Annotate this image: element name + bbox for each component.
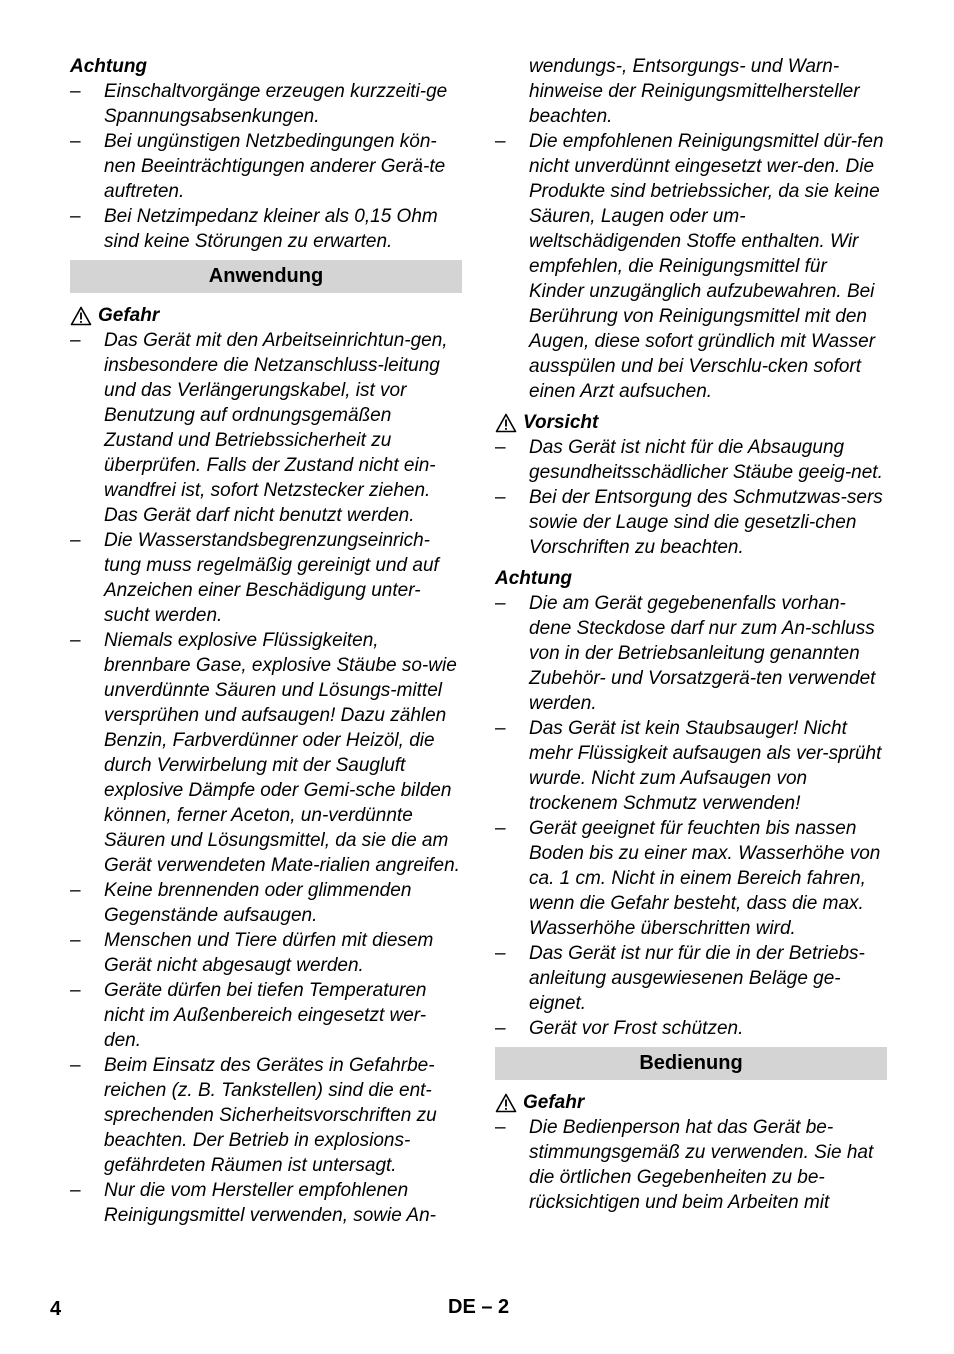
gefahr-item-text: Das Gerät mit den Arbeitseinrichtun-gen, insbesondere die Netzanschluss-leitung und das Verlängerungskabel, ist vor Benutzung auf ordnungsgemäßen Zustand und Betriebssicherheit zu überprüfen. Falls der Zustand nicht ein-wandfrei ist, sofort Netzstecker ziehen. Das Gerät darf nicht benutzt werden.: [104, 330, 448, 526]
achtung-right-item: [495, 591, 887, 716]
achtung-right-item-text: Gerät geeignet für feuchten bis nassen Boden bis zu einer max. Wasserhöhe von ca. 1 cm. Nicht in einem Bereich fahren, wenn die Gefahr besteht, dass die max. Wasserhöhe überschritten wird.: [529, 818, 881, 939]
achtung-heading: Achtung: [70, 56, 148, 77]
warning-triangle-icon: [495, 413, 517, 433]
achtung-item: [70, 79, 462, 129]
achtung-heading-right: Achtung: [495, 568, 573, 589]
list-dash: –: [495, 593, 506, 614]
list-dash: –: [70, 930, 81, 951]
gefahr-right-item: [495, 1115, 887, 1215]
gefahr-item-text: Geräte dürfen bei tiefen Temperaturen nicht im Außenbereich eingesetzt wer-den.: [104, 980, 427, 1051]
achtung-right-item: [495, 941, 887, 1016]
achtung-right-item-text: Das Gerät ist nur für die in der Betriebs-anleitung ausgewiesenen Beläge ge-eignet.: [529, 943, 865, 1014]
achtung-right-item: [495, 1016, 887, 1041]
vorsicht-item: [495, 435, 887, 485]
gefahr-item: [70, 1178, 462, 1228]
list-dash: –: [495, 487, 506, 508]
list-dash: –: [495, 437, 506, 458]
warning-triangle-icon: [70, 306, 92, 326]
achtung-item-text: Bei Netzimpedanz kleiner als 0,15 Ohm sind keine Störungen zu erwarten.: [104, 206, 438, 252]
right-column: [495, 54, 887, 1215]
list-dash: –: [70, 330, 81, 351]
gefahr-item: [70, 1053, 462, 1178]
vorsicht-item-text: Das Gerät ist nicht für die Absaugung gesundheitsschädlicher Stäube geeig-net.: [529, 437, 883, 483]
gefahr-item: [70, 978, 462, 1053]
list-dash: –: [495, 1117, 506, 1138]
list-dash: –: [70, 880, 81, 901]
list-dash: –: [70, 980, 81, 1001]
section-heading-bedienung: Bedienung: [495, 1047, 887, 1080]
page-number: 4: [50, 1298, 62, 1320]
vorsicht-item: [495, 485, 887, 560]
list-dash: –: [70, 530, 81, 551]
gefahr-item-text: Menschen und Tiere dürfen mit diesem Gerät nicht abgesaugt werden.: [104, 930, 434, 976]
vorsicht-item-text: Bei der Entsorgung des Schmutzwas-sers sowie der Lauge sind die gesetzli-chen Vorschriften zu beachten.: [529, 487, 883, 558]
list-dash: –: [495, 818, 506, 839]
list-dash: –: [70, 131, 81, 152]
gefahr-list-right: [495, 1115, 887, 1215]
cleaning-agent-item-text: Die empfohlenen Reinigungsmittel dür-fen nicht unverdünnt eingesetzt wer-den. Die Produkte sind betriebssicher, da sie keine Säuren, Laugen oder um-weltschädigenden Stoffe enthalten. Wir empfehlen, die Reinigungsmittel für Kinder unzugänglich aufzubewahren. Bei Berührung von Reinigungsmittel mit den Augen, diese sofort gründlich mit Wasser ausspülen und bei Verschlu-cken sofort einen Arzt aufsuchen.: [529, 131, 884, 402]
achtung-item-text: Einschaltvorgänge erzeugen kurzzeiti-ge Spannungsabsenkungen.: [104, 81, 448, 127]
warning-triangle-icon: [495, 1093, 517, 1113]
gefahr-item-text: Nur die vom Hersteller empfohlenen Reinigungsmittel verwenden, sowie An-: [104, 1180, 436, 1226]
list-dash: –: [495, 943, 506, 964]
achtung-list: [70, 79, 462, 254]
list-dash: –: [70, 1180, 81, 1201]
gefahr-item: [70, 928, 462, 978]
gefahr-item-text: Niemals explosive Flüssigkeiten, brennbare Gase, explosive Stäube so-wie unverdünnte Säuren und Lösungs-mittel versprühen und aufsaugen! Dazu zählen Benzin, Farbverdünner oder Heizöl, die durch Verwirbelung mit der Saugluft explosive Dämpfe oder Gemi-sche bilden können, ferner Aceton, un-verdünnte Säuren und Lösungsmittel, da sie die am Gerät verwendeten Mate-rialien angreifen.: [104, 630, 460, 876]
gefahr-right-item-text: Die Bedienperson hat das Gerät be-stimmungsgemäß zu verwenden. Sie hat die örtlichen Gegebenheiten zu be-rücksichtigen und beim Arbeiten mit: [529, 1117, 874, 1213]
achtung-right-item-text: Das Gerät ist kein Staubsauger! Nicht mehr Flüssigkeit aufsaugen als ver-sprüht wurde. Nicht zum Aufsaugen von trockenem Schmutz verwenden!: [529, 718, 882, 814]
gefahr-list: [70, 328, 462, 1228]
gefahr-heading-right: Gefahr: [523, 1092, 585, 1113]
achtung-item: [70, 129, 462, 204]
cleaning-agent-item: [495, 129, 887, 404]
vorsicht-heading: Vorsicht: [523, 412, 599, 433]
gefahr-heading: Gefahr: [98, 305, 160, 326]
achtung-right-item-text: Die am Gerät gegebenenfalls vorhan-dene Steckdose darf nur zum An-schluss von in der Betriebsanleitung genannten Zubehör- und Vorsatzgerä-ten verwendet werden.: [529, 593, 876, 714]
list-dash: –: [495, 718, 506, 739]
gefahr-item-text: Die Wasserstandsbegrenzungseinrich-tung muss regelmäßig gereinigt und auf Anzeichen einer Beschädigung unter-sucht werden.: [104, 530, 439, 626]
left-column: [70, 54, 462, 1228]
gefahr-item-text: Beim Einsatz des Gerätes in Gefahrbe-reichen (z. B. Tankstellen) sind die ent-sprechenden Sicherheitsvorschriften zu beachten. Der Betrieb in explosions-gefährdeten Räumen ist untersagt.: [104, 1055, 437, 1176]
list-dash: –: [70, 81, 81, 102]
achtung-item: [70, 204, 462, 254]
achtung-right-item: [495, 716, 887, 816]
list-dash: –: [70, 630, 81, 651]
vorsicht-list: [495, 435, 887, 560]
gefahr-item: [70, 528, 462, 628]
gefahr-warning: [70, 303, 462, 328]
gefahr-item: [70, 328, 462, 528]
achtung-right-item-text: Gerät vor Frost schützen.: [529, 1018, 744, 1039]
section-heading-anwendung: Anwendung: [70, 260, 462, 293]
list-dash: –: [495, 1018, 506, 1039]
gefahr-item: [70, 878, 462, 928]
vorsicht-warning: [495, 410, 887, 435]
language-page-label: DE – 2: [448, 1296, 510, 1318]
cleaning-agent-list: [495, 129, 887, 404]
list-dash: –: [495, 131, 506, 152]
achtung-list-right: [495, 591, 887, 1041]
list-dash: –: [70, 1055, 81, 1076]
gefahr-item: [70, 628, 462, 878]
continued-paragraph: wendungs-, Entsorgungs- und Warn-hinweise der Reinigungsmittelhersteller beachten.: [529, 56, 860, 127]
list-dash: –: [70, 206, 81, 227]
achtung-right-item: [495, 816, 887, 941]
achtung-item-text: Bei ungünstigen Netzbedingungen kön-nen Beeinträchtigungen anderer Gerä-te auftreten.: [104, 131, 446, 202]
gefahr-item-text: Keine brennenden oder glimmenden Gegenstände aufsaugen.: [104, 880, 412, 926]
gefahr-warning-right: [495, 1090, 887, 1115]
